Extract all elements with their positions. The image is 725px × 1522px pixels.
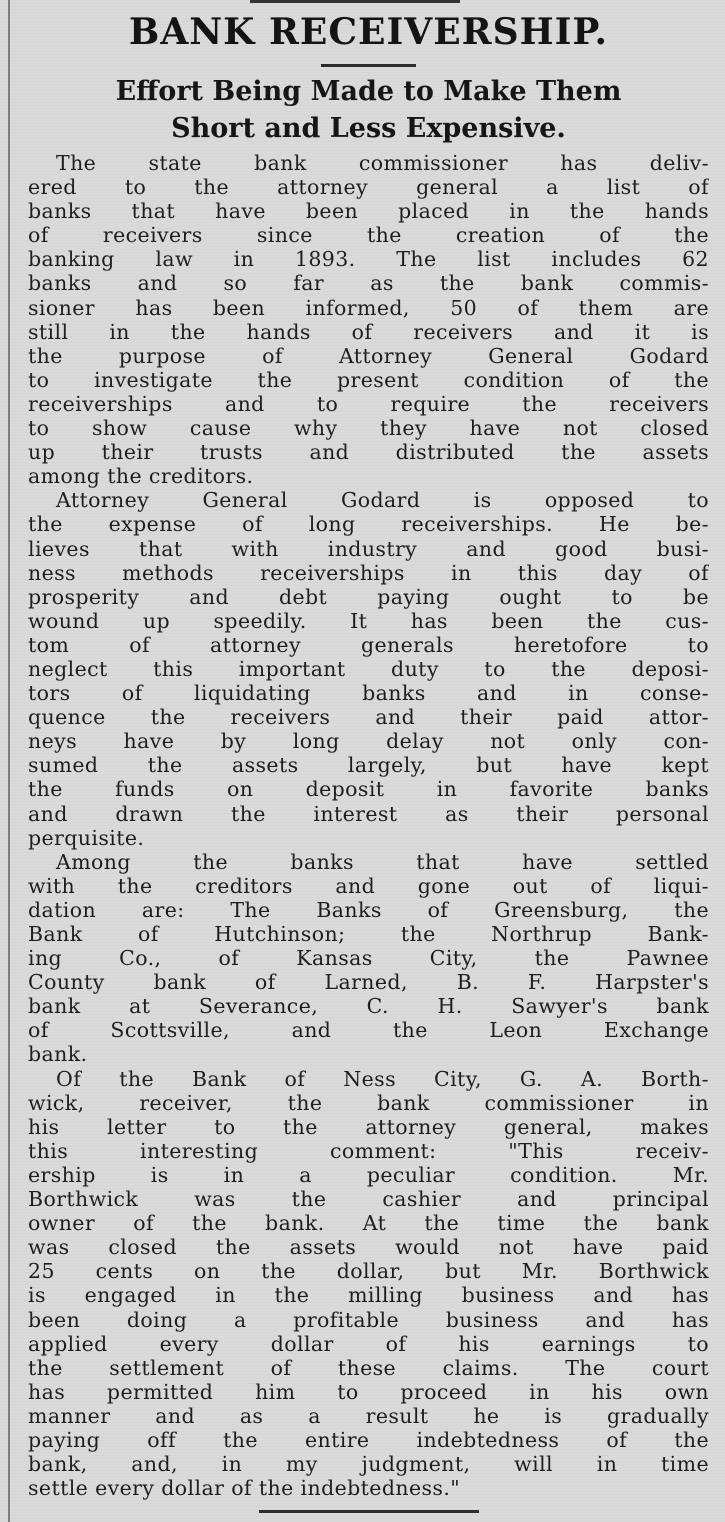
text-line: still in the hands of receivers and it is: [28, 319, 709, 344]
text-line: neys have by long delay not only con-: [28, 729, 709, 754]
text-line: of receivers since the creation of the: [28, 223, 709, 248]
text-line: The state bank commissioner has deliv-: [56, 151, 709, 175]
text-line: the purpose of Attorney General Godard: [28, 343, 709, 368]
text-line: receiverships and to require the receivers: [28, 391, 709, 416]
text-line: dation are: The Banks of Greensburg, the: [28, 897, 709, 922]
text-line: applied every dollar of his earnings to: [28, 1331, 709, 1356]
text-line: the settlement of these claims. The court: [28, 1355, 709, 1380]
text-line: banks and so far as the bank commis-: [28, 271, 709, 296]
text-line: perquisite.: [28, 825, 145, 850]
text-line: ing Co., of Kansas City, the Pawnee: [28, 946, 709, 971]
article-paragraph: [28, 151, 709, 488]
text-line: sioner has been informed, 50 of them are: [28, 295, 709, 320]
text-line: bank.: [28, 1042, 88, 1067]
text-line: Borthwick was the cashier and principal: [28, 1187, 709, 1212]
text-line: owner of the bank. At the time the bank: [28, 1211, 709, 1236]
subheadline-line: Effort Being Made to Make Them: [115, 76, 622, 107]
text-line: Of the Bank of Ness City, G. A. Borth-: [56, 1066, 709, 1091]
text-line: 25 cents on the dollar, but Mr. Borthwick: [28, 1259, 709, 1284]
text-line: up their trusts and distributed the assets: [28, 440, 709, 465]
text-line: neglect this important duty to the deposi-: [28, 656, 709, 681]
text-line: tors of liquidating banks and in conse-: [28, 681, 709, 706]
text-line: bank, and, in my judgment, will in time: [28, 1452, 709, 1477]
text-line: banking law in 1893. The list includes 62: [28, 247, 709, 272]
text-line: lieves that with industry and good busi-: [28, 536, 709, 561]
headline: BANK RECEIVERSHIP.: [128, 11, 609, 53]
text-line: has permitted him to proceed in his own: [28, 1379, 709, 1404]
article-paragraph: [28, 850, 709, 1067]
text-line: wick, receiver, the bank commissioner in: [28, 1090, 709, 1115]
subheadline: [28, 73, 709, 147]
text-line: to investigate the present condition of the: [28, 367, 709, 392]
text-line: County bank of Larned, B. F. Harpster's: [28, 970, 709, 995]
subheadline-line: Short and Less Expensive.: [171, 113, 566, 144]
article-body: [28, 151, 709, 1500]
text-line: Bank of Hutchinson; the Northrup Bank-: [28, 922, 709, 946]
text-line: to show cause why they have not closed: [28, 416, 709, 441]
text-line: settle every dollar of the indebtedness.": [28, 1476, 461, 1501]
text-line: of Scottsville, and the Leon Exchange: [28, 1018, 709, 1043]
text-line: among the creditors.: [28, 464, 254, 489]
text-line: ership is in a peculiar condition. Mr.: [28, 1162, 709, 1187]
column-border: [8, 0, 10, 1522]
text-line: the funds on deposit in favorite banks: [28, 777, 709, 802]
text-line: tom of attorney generals heretofore to: [28, 632, 709, 657]
text-line: with the creditors and gone out of liqui-: [28, 873, 709, 898]
text-line: wound up speedily. It has been the cus-: [28, 608, 709, 633]
headline-rule: [321, 64, 416, 67]
text-line: manner and as a result he is gradually: [28, 1403, 709, 1428]
text-line: his letter to the attorney general, makes: [28, 1114, 709, 1139]
text-line: was closed the assets would not have paid: [28, 1235, 709, 1260]
text-line: is engaged in the milling business and has: [28, 1283, 709, 1308]
top-rule: [250, 0, 460, 3]
text-line: ness methods receiverships in this day of: [28, 560, 709, 585]
text-line: been doing a profitable business and has: [28, 1307, 709, 1332]
text-line: Among the banks that have settled: [56, 849, 709, 874]
article-paragraph: [28, 488, 709, 849]
text-line: sumed the assets largely, but have kept: [28, 753, 709, 778]
text-line: the expense of long receiverships. He be-: [28, 512, 709, 537]
text-line: ered to the attorney general a list of: [28, 175, 709, 200]
article-paragraph: [28, 1067, 709, 1501]
text-line: paying off the entire indebtedness of the: [28, 1427, 709, 1452]
text-line: banks that have been placed in the hands: [28, 199, 709, 224]
text-line: Attorney General Godard is opposed to: [56, 488, 709, 513]
text-line: and drawn the interest as their personal: [28, 801, 709, 826]
closing-rule: [259, 1510, 479, 1513]
text-line: bank at Severance, C. H. Sawyer's bank: [28, 994, 709, 1019]
text-line: this interesting comment: "This receiv-: [28, 1138, 709, 1163]
text-line: quence the receivers and their paid attor-: [28, 705, 709, 730]
text-line: prosperity and debt paying ought to be: [28, 584, 709, 609]
